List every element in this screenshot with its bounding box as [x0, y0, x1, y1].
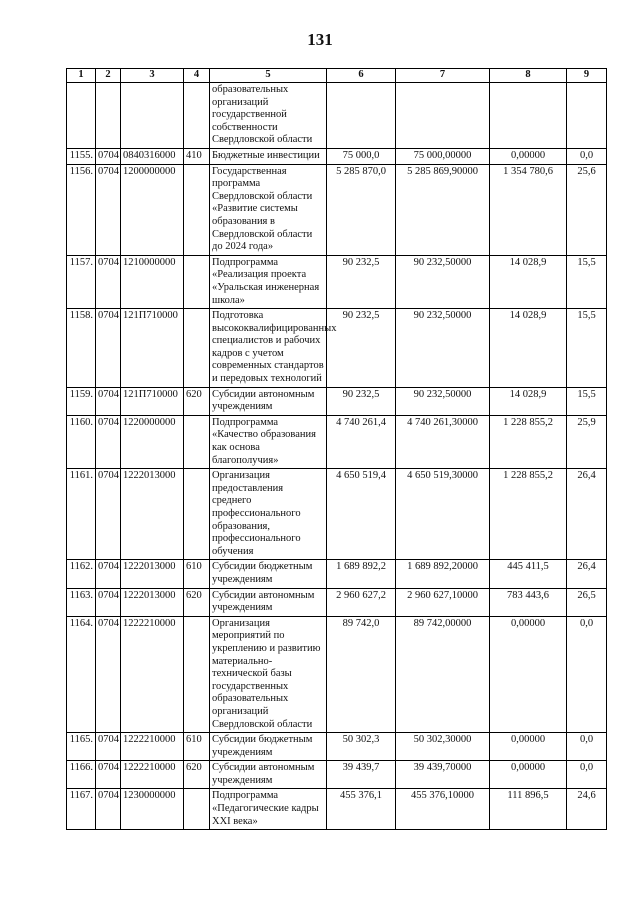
planned-amount-cell: 89 742,0	[327, 616, 396, 732]
expense-type-cell	[184, 789, 210, 830]
table-row	[67, 616, 607, 732]
approved-amount-cell: 4 650 519,30000	[396, 469, 490, 560]
executed-amount-cell: 0,00000	[490, 616, 567, 732]
target-article-cell: 1230000000	[121, 789, 184, 830]
execution-percent-cell: 25,9	[567, 415, 607, 468]
column-header: 2	[96, 69, 121, 83]
executed-amount-cell: 1 228 855,2	[490, 469, 567, 560]
section-code-cell: 0704	[96, 415, 121, 468]
approved-amount-cell: 89 742,00000	[396, 616, 490, 732]
expense-type-cell	[184, 255, 210, 308]
item-name-cell: Государственная программа Свердловской области «Развитие системы образования в Свердловской области до 2024 года»	[210, 164, 327, 255]
expense-type-cell	[184, 309, 210, 388]
execution-percent-cell: 26,4	[567, 469, 607, 560]
item-name-cell: Субсидии автономным учреждениям	[210, 387, 327, 415]
approved-amount-cell: 90 232,50000	[396, 255, 490, 308]
target-article-cell: 1200000000	[121, 164, 184, 255]
target-article-cell: 1222210000	[121, 761, 184, 789]
section-code-cell: 0704	[96, 164, 121, 255]
approved-amount-cell: 90 232,50000	[396, 387, 490, 415]
item-name-cell: Субсидии автономным учреждениям	[210, 588, 327, 616]
executed-amount-cell: 0,00000	[490, 733, 567, 761]
column-header: 3	[121, 69, 184, 83]
execution-percent-cell: 0,0	[567, 761, 607, 789]
target-article-cell: 0840316000	[121, 148, 184, 164]
planned-amount-cell: 5 285 870,0	[327, 164, 396, 255]
planned-amount-cell: 1 689 892,2	[327, 560, 396, 588]
executed-amount-cell: 1 228 855,2	[490, 415, 567, 468]
planned-amount-cell: 2 960 627,2	[327, 588, 396, 616]
column-header: 9	[567, 69, 607, 83]
expense-type-cell	[184, 415, 210, 468]
execution-percent-cell: 24,6	[567, 789, 607, 830]
budget-table	[66, 68, 607, 830]
executed-amount-cell: 14 028,9	[490, 255, 567, 308]
execution-percent-cell: 26,4	[567, 560, 607, 588]
expense-type-cell	[184, 616, 210, 732]
column-header: 7	[396, 69, 490, 83]
row-number-cell: 1161.	[67, 469, 96, 560]
section-code-cell: 0704	[96, 761, 121, 789]
executed-amount-cell: 783 443,6	[490, 588, 567, 616]
expense-type-cell	[184, 164, 210, 255]
item-name-cell: Бюджетные инвестиции	[210, 148, 327, 164]
table-row	[67, 83, 607, 149]
table-row	[67, 255, 607, 308]
approved-amount-cell: 90 232,50000	[396, 309, 490, 388]
execution-percent-cell: 26,5	[567, 588, 607, 616]
row-number-cell: 1164.	[67, 616, 96, 732]
table-row	[67, 415, 607, 468]
target-article-cell: 1210000000	[121, 255, 184, 308]
item-name-cell: Подпрограмма «Педагогические кадры XXI века»	[210, 789, 327, 830]
row-number-cell	[67, 83, 96, 149]
execution-percent-cell: 0,0	[567, 616, 607, 732]
row-number-cell: 1159.	[67, 387, 96, 415]
column-header: 4	[184, 69, 210, 83]
planned-amount-cell: 50 302,3	[327, 733, 396, 761]
table-row	[67, 469, 607, 560]
target-article-cell: 1222013000	[121, 588, 184, 616]
table-row	[67, 588, 607, 616]
column-header: 5	[210, 69, 327, 83]
table-row	[67, 387, 607, 415]
row-number-cell: 1162.	[67, 560, 96, 588]
section-code-cell: 0704	[96, 255, 121, 308]
row-number-cell: 1157.	[67, 255, 96, 308]
item-name-cell: Субсидии автономным учреждениям	[210, 761, 327, 789]
approved-amount-cell: 4 740 261,30000	[396, 415, 490, 468]
expense-type-cell: 410	[184, 148, 210, 164]
target-article-cell: 1220000000	[121, 415, 184, 468]
section-code-cell: 0704	[96, 309, 121, 388]
approved-amount-cell: 2 960 627,10000	[396, 588, 490, 616]
table-row	[67, 148, 607, 164]
column-header: 6	[327, 69, 396, 83]
expense-type-cell: 620	[184, 387, 210, 415]
table-row	[67, 560, 607, 588]
planned-amount-cell: 4 740 261,4	[327, 415, 396, 468]
target-article-cell: 1222013000	[121, 560, 184, 588]
execution-percent-cell: 0,0	[567, 733, 607, 761]
approved-amount-cell	[396, 83, 490, 149]
target-article-cell: 1222013000	[121, 469, 184, 560]
item-name-cell: Организация предоставления среднего профессионального образования, профессионального обучения	[210, 469, 327, 560]
execution-percent-cell: 15,5	[567, 387, 607, 415]
table-row	[67, 761, 607, 789]
approved-amount-cell: 455 376,10000	[396, 789, 490, 830]
execution-percent-cell: 15,5	[567, 309, 607, 388]
approved-amount-cell: 1 689 892,20000	[396, 560, 490, 588]
executed-amount-cell: 0,00000	[490, 761, 567, 789]
target-article-cell: 1222210000	[121, 733, 184, 761]
item-name-cell: Организация мероприятий по укреплению и развитию материально-технической базы государственных образовательных организаций Свердловской области	[210, 616, 327, 732]
section-code-cell: 0704	[96, 560, 121, 588]
target-article-cell: 121П710000	[121, 309, 184, 388]
target-article-cell: 1222210000	[121, 616, 184, 732]
row-number-cell: 1163.	[67, 588, 96, 616]
section-code-cell: 0704	[96, 789, 121, 830]
approved-amount-cell: 5 285 869,90000	[396, 164, 490, 255]
approved-amount-cell: 50 302,30000	[396, 733, 490, 761]
item-name-cell: Подпрограмма «Качество образования как основа благополучия»	[210, 415, 327, 468]
planned-amount-cell: 75 000,0	[327, 148, 396, 164]
section-code-cell: 0704	[96, 588, 121, 616]
expense-type-cell	[184, 469, 210, 560]
planned-amount-cell: 90 232,5	[327, 255, 396, 308]
executed-amount-cell: 111 896,5	[490, 789, 567, 830]
executed-amount-cell: 445 411,5	[490, 560, 567, 588]
table-row	[67, 733, 607, 761]
section-code-cell: 0704	[96, 387, 121, 415]
table-row	[67, 164, 607, 255]
item-name-cell: Подготовка высококвалифицированных специалистов и рабочих кадров с учетом современных стандартов и передовых технологий	[210, 309, 327, 388]
column-header: 1	[67, 69, 96, 83]
section-code-cell	[96, 83, 121, 149]
planned-amount-cell: 4 650 519,4	[327, 469, 396, 560]
expense-type-cell: 620	[184, 588, 210, 616]
row-number-cell: 1158.	[67, 309, 96, 388]
executed-amount-cell: 1 354 780,6	[490, 164, 567, 255]
item-name-cell: Субсидии бюджетным учреждениям	[210, 560, 327, 588]
executed-amount-cell: 0,00000	[490, 148, 567, 164]
section-code-cell: 0704	[96, 616, 121, 732]
execution-percent-cell: 0,0	[567, 148, 607, 164]
planned-amount-cell	[327, 83, 396, 149]
planned-amount-cell: 39 439,7	[327, 761, 396, 789]
row-number-cell: 1160.	[67, 415, 96, 468]
expense-type-cell	[184, 83, 210, 149]
execution-percent-cell: 25,6	[567, 164, 607, 255]
table-row	[67, 789, 607, 830]
item-name-cell: Подпрограмма «Реализация проекта «Уральская инженерная школа»	[210, 255, 327, 308]
execution-percent-cell	[567, 83, 607, 149]
planned-amount-cell: 455 376,1	[327, 789, 396, 830]
row-number-cell: 1166.	[67, 761, 96, 789]
expense-type-cell: 620	[184, 761, 210, 789]
section-code-cell: 0704	[96, 733, 121, 761]
column-header-row	[67, 69, 607, 83]
executed-amount-cell: 14 028,9	[490, 309, 567, 388]
expense-type-cell: 610	[184, 733, 210, 761]
executed-amount-cell: 14 028,9	[490, 387, 567, 415]
row-number-cell: 1156.	[67, 164, 96, 255]
expense-type-cell: 610	[184, 560, 210, 588]
item-name-cell: образовательных организаций государственной собственности Свердловской области	[210, 83, 327, 149]
execution-percent-cell: 15,5	[567, 255, 607, 308]
executed-amount-cell	[490, 83, 567, 149]
page-number: 131	[307, 30, 333, 49]
row-number-cell: 1165.	[67, 733, 96, 761]
row-number-cell: 1155.	[67, 148, 96, 164]
approved-amount-cell: 39 439,70000	[396, 761, 490, 789]
target-article-cell	[121, 83, 184, 149]
item-name-cell: Субсидии бюджетным учреждениям	[210, 733, 327, 761]
column-header: 8	[490, 69, 567, 83]
planned-amount-cell: 90 232,5	[327, 309, 396, 388]
table-row	[67, 309, 607, 388]
planned-amount-cell: 90 232,5	[327, 387, 396, 415]
section-code-cell: 0704	[96, 469, 121, 560]
approved-amount-cell: 75 000,00000	[396, 148, 490, 164]
target-article-cell: 121П710000	[121, 387, 184, 415]
section-code-cell: 0704	[96, 148, 121, 164]
row-number-cell: 1167.	[67, 789, 96, 830]
